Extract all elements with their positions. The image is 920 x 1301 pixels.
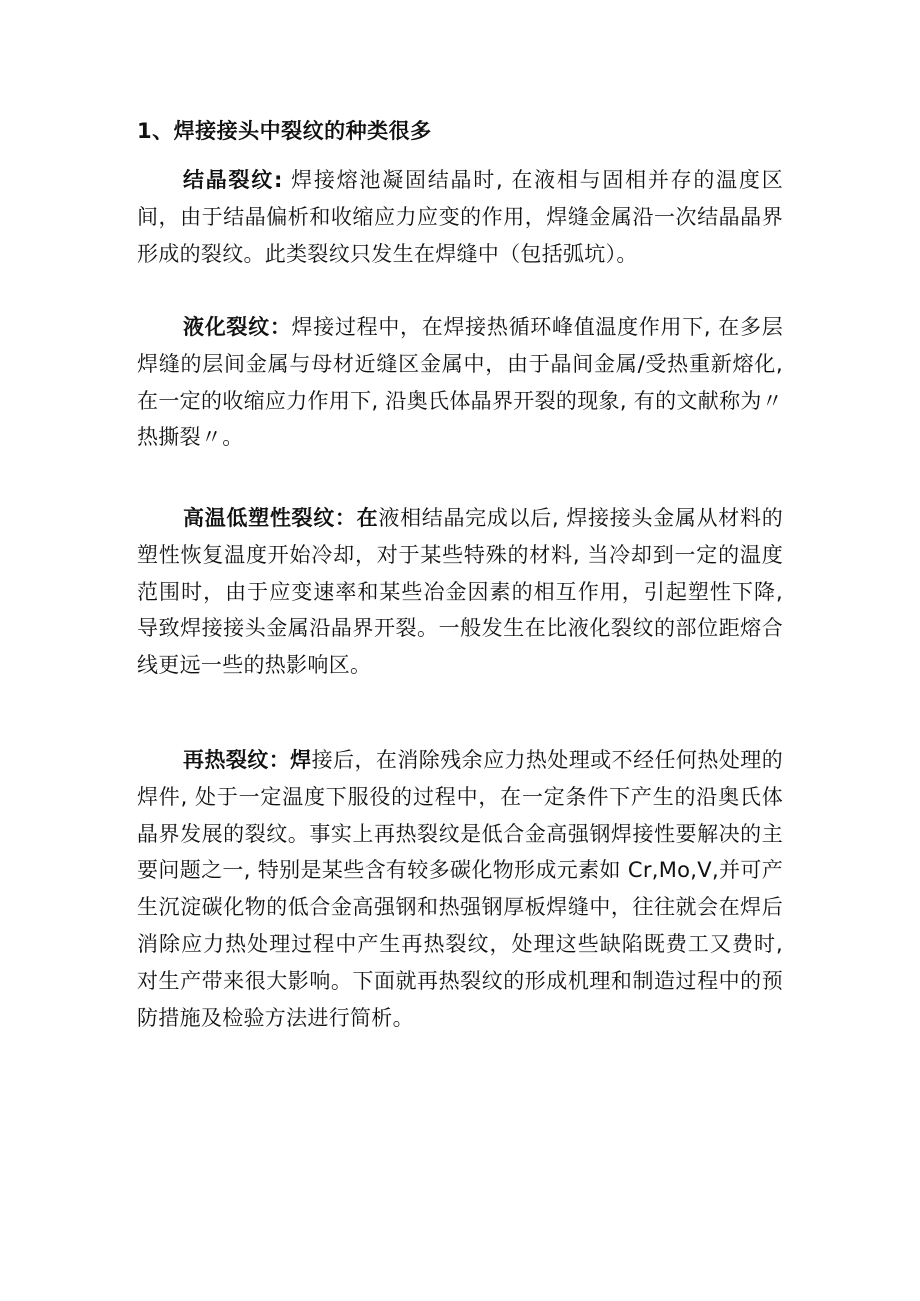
paragraph-text: 焊接熔池凝固结晶时, 在液相与固相并存的温度区间，由于结晶偏析和收缩应力应变的作用，焊缝金属沿一次结晶晶界形成的裂纹。此类裂纹只发生在焊缝中（包括弧坑）。 xyxy=(137,168,783,266)
paragraph-liquation-crack xyxy=(137,309,783,456)
term-reheat-crack: 再热裂纹：焊 xyxy=(183,748,312,772)
paragraph-text: 液相结晶完成以后, 焊接接头金属从材料的塑性恢复温度开始冷却，对于某些特殊的材料, 当冷却到一定的温度范围时，由于应变速率和某些冶金因素的相互作用，引起塑性下降, 导致焊接接头金属沿晶界开裂。一般发生在比液化裂纹的部位距熔合线更远一些的热影响区。 xyxy=(137,506,783,678)
term-crystallization-crack: 结晶裂纹: xyxy=(183,168,283,192)
paragraph-reheat-crack xyxy=(137,742,783,1036)
term-liquation-crack: 液化裂纹： xyxy=(183,315,292,339)
paragraph-crystallization-crack xyxy=(137,162,783,272)
section-heading: 1、焊接接头中裂纹的种类很多 xyxy=(137,119,432,143)
paragraph-text: 焊接过程中，在焊接热循环峰值温度作用下, 在多层焊缝的层间金属与母材近缝区金属中，由于晶间金属/受热重新熔化, 在一定的收缩应力作用下, 沿奥氏体晶界开裂的现象, 有的文献称为〃热撕裂〃。 xyxy=(137,315,783,450)
paragraph-ductility-dip-crack xyxy=(137,500,783,684)
term-ductility-dip-crack: 高温低塑性裂纹：在 xyxy=(183,506,379,530)
paragraph-text: 接后，在消除残余应力热处理或不经任何热处理的焊件, 处于一定温度下服役的过程中，在一定条件下产生的沿奥氏体晶界发展的裂纹。事实上再热裂纹是低合金高强钢焊接性要解决的主要问题之一, 特别是某些含有较多碳化物形成元素如 Cr,Mo,V,并可产生沉淀碳化物的低合金高强钢和热强钢厚板焊缝中，往往就会在焊后消除应力热处理过程中产生再热裂纹，处理这些缺陷既费工又费时, 对生产带来很大影响。下面就再热裂纹的形成机理和制造过程中的预防措施及检验方法进行简析。 xyxy=(137,748,783,1030)
